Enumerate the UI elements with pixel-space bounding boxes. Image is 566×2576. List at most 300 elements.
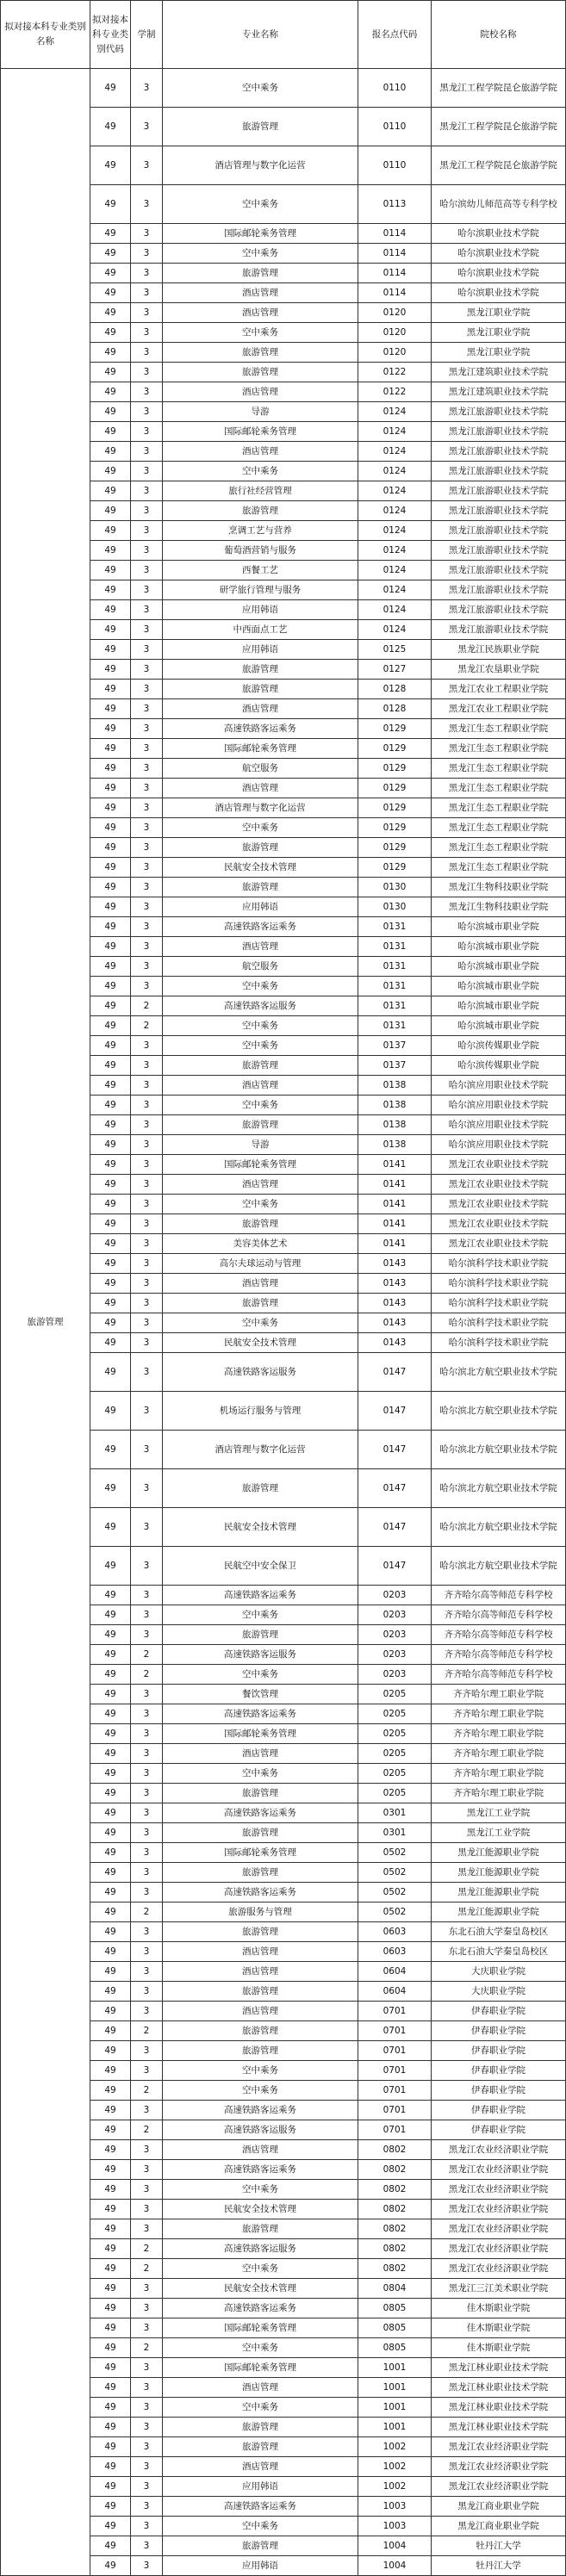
- code-cell: 49: [90, 798, 131, 818]
- code-cell: 49: [90, 244, 131, 264]
- site-cell: 0604: [358, 1982, 432, 2002]
- years-cell: 3: [131, 363, 163, 382]
- years-cell: 3: [131, 185, 163, 224]
- major-cell: 民航安全技术管理: [163, 858, 358, 878]
- code-cell: 49: [90, 719, 131, 739]
- major-cell: 空中乘务: [163, 2081, 358, 2101]
- major-cell: 研学旅行管理与服务: [163, 580, 358, 600]
- school-cell: 伊春职业学院: [432, 2021, 566, 2041]
- years-cell: 2: [131, 2081, 163, 2101]
- major-cell: 空中乘务: [163, 323, 358, 343]
- code-cell: 49: [90, 2279, 131, 2299]
- major-cell: 酒店管理: [163, 283, 358, 303]
- site-cell: 1002: [358, 2477, 432, 2497]
- school-cell: 黑龙江生态工程职业学院: [432, 739, 566, 759]
- major-cell: 航空服务: [163, 759, 358, 779]
- years-cell: 3: [131, 2418, 163, 2437]
- site-cell: 0203: [358, 1625, 432, 1645]
- code-cell: 49: [90, 541, 131, 561]
- site-cell: 0131: [358, 917, 432, 937]
- site-cell: 0603: [358, 1942, 432, 1962]
- years-cell: 3: [131, 1922, 163, 1942]
- major-cell: 空中乘务: [163, 2180, 358, 2200]
- site-cell: 0805: [358, 2318, 432, 2338]
- major-cell: 西餐工艺: [163, 561, 358, 580]
- years-cell: 3: [131, 382, 163, 402]
- major-cell: 国际邮轮乘务管理: [163, 739, 358, 759]
- school-cell: 黑龙江旅游职业技术学院: [432, 620, 566, 640]
- years-cell: 3: [131, 108, 163, 146]
- years-cell: 3: [131, 1431, 163, 1469]
- years-cell: 2: [131, 2021, 163, 2041]
- years-cell: 3: [131, 2477, 163, 2497]
- site-cell: 0203: [358, 1605, 432, 1625]
- major-cell: 旅游管理: [163, 660, 358, 680]
- site-cell: 0805: [358, 2338, 432, 2358]
- school-cell: 黑龙江工程学院昆仑旅游学院: [432, 146, 566, 185]
- site-cell: 0802: [358, 2259, 432, 2279]
- site-cell: 0203: [358, 1586, 432, 1605]
- code-cell: 49: [90, 1605, 131, 1625]
- code-cell: 49: [90, 1016, 131, 1036]
- category-cell: 旅游管理: [1, 69, 90, 2576]
- school-cell: 齐齐哈尔理工职业学院: [432, 1704, 566, 1724]
- major-cell: 旅游管理: [163, 1823, 358, 1843]
- code-cell: 49: [90, 1135, 131, 1155]
- years-cell: 3: [131, 1056, 163, 1076]
- site-cell: 0143: [358, 1274, 432, 1294]
- years-cell: 3: [131, 1175, 163, 1195]
- school-cell: 齐齐哈尔高等师范专科学校: [432, 1665, 566, 1685]
- table-row: [1, 69, 566, 108]
- school-cell: 黑龙江能源职业学院: [432, 1863, 566, 1883]
- years-cell: 2: [131, 996, 163, 1016]
- code-cell: 49: [90, 1333, 131, 1353]
- code-cell: 49: [90, 2457, 131, 2477]
- years-cell: 3: [131, 2517, 163, 2536]
- years-cell: 3: [131, 1392, 163, 1431]
- code-cell: 49: [90, 937, 131, 957]
- major-cell: 旅游管理: [163, 680, 358, 699]
- major-cell: 空中乘务: [163, 1764, 358, 1784]
- major-cell: 酒店管理: [163, 303, 358, 323]
- code-cell: 49: [90, 2140, 131, 2160]
- years-cell: 3: [131, 878, 163, 897]
- site-cell: 0131: [358, 937, 432, 957]
- code-cell: 49: [90, 2358, 131, 2378]
- years-cell: 3: [131, 1254, 163, 1274]
- site-cell: 0129: [358, 739, 432, 759]
- code-cell: 49: [90, 759, 131, 779]
- school-cell: 黑龙江农业职业技术学院: [432, 1234, 566, 1254]
- school-cell: 齐齐哈尔高等师范专科学校: [432, 1605, 566, 1625]
- years-cell: 3: [131, 1115, 163, 1135]
- code-cell: 49: [90, 1665, 131, 1685]
- code-cell: 49: [90, 1469, 131, 1508]
- school-cell: 黑龙江职业学院: [432, 343, 566, 363]
- code-cell: 49: [90, 2219, 131, 2239]
- code-cell: 49: [90, 2081, 131, 2101]
- major-cell: 旅游管理: [163, 1294, 358, 1313]
- site-cell: 0802: [358, 2239, 432, 2259]
- major-cell: 旅游管理: [163, 1056, 358, 1076]
- years-cell: 3: [131, 937, 163, 957]
- major-cell: 烹调工艺与营养: [163, 521, 358, 541]
- school-cell: 黑龙江旅游职业技术学院: [432, 501, 566, 521]
- code-cell: 49: [90, 1982, 131, 2002]
- major-cell: 旅游管理: [163, 878, 358, 897]
- major-cell: 酒店管理与数字化运营: [163, 146, 358, 185]
- years-cell: 3: [131, 1353, 163, 1392]
- code-cell: 49: [90, 1704, 131, 1724]
- school-cell: 黑龙江农业经济职业学院: [432, 2457, 566, 2477]
- school-cell: 黑龙江旅游职业技术学院: [432, 580, 566, 600]
- years-cell: 2: [131, 1016, 163, 1036]
- school-cell: 伊春职业学院: [432, 2041, 566, 2061]
- years-cell: 3: [131, 402, 163, 422]
- school-cell: 黑龙江生态工程职业学院: [432, 798, 566, 818]
- years-cell: 3: [131, 2180, 163, 2200]
- code-cell: 49: [90, 1903, 131, 1922]
- code-cell: 49: [90, 1195, 131, 1214]
- code-cell: 49: [90, 838, 131, 858]
- site-cell: 0701: [358, 2120, 432, 2140]
- years-cell: 2: [131, 1665, 163, 1685]
- code-cell: 49: [90, 1685, 131, 1704]
- major-cell: 旅游管理: [163, 1863, 358, 1883]
- major-cell: 空中乘务: [163, 1036, 358, 1056]
- years-cell: 3: [131, 2219, 163, 2239]
- site-cell: 0128: [358, 699, 432, 719]
- school-cell: 哈尔滨应用职业技术学院: [432, 1096, 566, 1115]
- major-cell: 国际邮轮乘务管理: [163, 2358, 358, 2378]
- years-cell: 3: [131, 719, 163, 739]
- code-cell: 49: [90, 1353, 131, 1392]
- site-cell: 0131: [358, 996, 432, 1016]
- years-cell: 3: [131, 1724, 163, 1744]
- code-cell: 49: [90, 957, 131, 977]
- site-cell: 0205: [358, 1685, 432, 1704]
- years-cell: 3: [131, 1508, 163, 1547]
- major-cell: 美容美体艺术: [163, 1234, 358, 1254]
- site-cell: 0141: [358, 1175, 432, 1195]
- site-cell: 0802: [358, 2140, 432, 2160]
- code-cell: 49: [90, 1724, 131, 1744]
- code-cell: 49: [90, 699, 131, 719]
- school-cell: 黑龙江建筑职业技术学院: [432, 363, 566, 382]
- header-school: 院校名称: [432, 1, 566, 69]
- site-cell: 0203: [358, 1665, 432, 1685]
- site-cell: 0124: [358, 521, 432, 541]
- code-cell: 49: [90, 818, 131, 838]
- site-cell: 0130: [358, 878, 432, 897]
- code-cell: 49: [90, 108, 131, 146]
- years-cell: 3: [131, 600, 163, 620]
- site-cell: 0138: [358, 1096, 432, 1115]
- years-cell: 3: [131, 2140, 163, 2160]
- school-cell: 黑龙江林业职业技术学院: [432, 2378, 566, 2398]
- major-cell: 空中乘务: [163, 2398, 358, 2418]
- code-cell: 49: [90, 977, 131, 996]
- years-cell: 3: [131, 779, 163, 798]
- years-cell: 3: [131, 818, 163, 838]
- school-cell: 齐齐哈尔理工职业学院: [432, 1724, 566, 1744]
- major-cell: 高速铁路客运服务: [163, 2239, 358, 2259]
- years-cell: 3: [131, 858, 163, 878]
- school-cell: 哈尔滨城市职业学院: [432, 1016, 566, 1036]
- header-major: 专业名称: [163, 1, 358, 69]
- years-cell: 3: [131, 1605, 163, 1625]
- school-cell: 哈尔滨北方航空职业技术学院: [432, 1392, 566, 1431]
- code-cell: 49: [90, 1784, 131, 1803]
- major-cell: 酒店管理: [163, 937, 358, 957]
- code-cell: 49: [90, 1625, 131, 1645]
- school-cell: 伊春职业学院: [432, 2002, 566, 2021]
- school-cell: 伊春职业学院: [432, 2081, 566, 2101]
- major-cell: 酒店管理: [163, 2378, 358, 2398]
- major-cell: 酒店管理: [163, 442, 358, 462]
- header-code: 拟对接本科专业类别代码: [90, 1, 131, 69]
- years-cell: 3: [131, 1155, 163, 1175]
- school-cell: 齐齐哈尔高等师范专科学校: [432, 1586, 566, 1605]
- code-cell: 49: [90, 1843, 131, 1863]
- years-cell: 3: [131, 2002, 163, 2021]
- years-cell: 3: [131, 739, 163, 759]
- years-cell: 3: [131, 897, 163, 917]
- school-cell: 佳木斯职业学院: [432, 2318, 566, 2338]
- school-cell: 黑龙江农业职业技术学院: [432, 1214, 566, 1234]
- site-cell: 0137: [358, 1056, 432, 1076]
- school-cell: 佳木斯职业学院: [432, 2299, 566, 2318]
- school-cell: 哈尔滨应用职业技术学院: [432, 1115, 566, 1135]
- major-cell: 旅游管理: [163, 2437, 358, 2457]
- major-cell: 高速铁路客运乘务: [163, 719, 358, 739]
- major-cell: 酒店管理: [163, 1962, 358, 1982]
- school-cell: 东北石油大学秦皇岛校区: [432, 1922, 566, 1942]
- years-cell: 3: [131, 1962, 163, 1982]
- years-cell: 3: [131, 759, 163, 779]
- school-cell: 伊春职业学院: [432, 2120, 566, 2140]
- site-cell: 0147: [358, 1508, 432, 1547]
- years-cell: 3: [131, 146, 163, 185]
- years-cell: 2: [131, 2259, 163, 2279]
- major-cell: 旅游管理: [163, 343, 358, 363]
- years-cell: 3: [131, 1823, 163, 1843]
- years-cell: 3: [131, 2556, 163, 2576]
- code-cell: 49: [90, 402, 131, 422]
- major-cell: 高速铁路客运乘务: [163, 1803, 358, 1823]
- site-cell: 0127: [358, 660, 432, 680]
- code-cell: 49: [90, 1764, 131, 1784]
- site-cell: 0128: [358, 680, 432, 699]
- site-cell: 0114: [358, 224, 432, 244]
- code-cell: 49: [90, 1234, 131, 1254]
- site-cell: 0141: [358, 1195, 432, 1214]
- site-cell: 0122: [358, 382, 432, 402]
- school-cell: 黑龙江林业职业技术学院: [432, 2398, 566, 2418]
- site-cell: 0701: [358, 2021, 432, 2041]
- major-cell: 民航安全技术管理: [163, 1508, 358, 1547]
- code-cell: 49: [90, 878, 131, 897]
- school-cell: 黑龙江生态工程职业学院: [432, 779, 566, 798]
- site-cell: 0120: [358, 323, 432, 343]
- school-cell: 黑龙江农业经济职业学院: [432, 2200, 566, 2219]
- major-cell: 高速铁路客运乘务: [163, 1586, 358, 1605]
- site-cell: 0205: [358, 1704, 432, 1724]
- site-cell: 0141: [358, 1155, 432, 1175]
- code-cell: 49: [90, 2437, 131, 2457]
- school-cell: 齐齐哈尔理工职业学院: [432, 1685, 566, 1704]
- school-cell: 黑龙江农业经济职业学院: [432, 2180, 566, 2200]
- major-cell: 旅游管理: [163, 2536, 358, 2556]
- site-cell: 0701: [358, 2081, 432, 2101]
- major-cell: 航空服务: [163, 957, 358, 977]
- major-cell: 高尔夫球运动与管理: [163, 1254, 358, 1274]
- site-cell: 0130: [358, 897, 432, 917]
- years-cell: 3: [131, 2200, 163, 2219]
- code-cell: 49: [90, 1962, 131, 1982]
- school-cell: 哈尔滨北方航空职业技术学院: [432, 1431, 566, 1469]
- major-cell: 旅游管理: [163, 2041, 358, 2061]
- code-cell: 49: [90, 442, 131, 462]
- years-cell: 3: [131, 561, 163, 580]
- major-cell: 空中乘务: [163, 2338, 358, 2358]
- table-header: [1, 1, 566, 69]
- site-cell: 1001: [358, 2418, 432, 2437]
- site-cell: 0137: [358, 1036, 432, 1056]
- school-cell: 黑龙江农业经济职业学院: [432, 2219, 566, 2239]
- school-cell: 哈尔滨城市职业学院: [432, 937, 566, 957]
- table-body: [1, 69, 566, 2576]
- school-cell: 哈尔滨职业技术学院: [432, 244, 566, 264]
- site-cell: 0129: [358, 858, 432, 878]
- school-cell: 黑龙江职业学院: [432, 323, 566, 343]
- years-cell: 3: [131, 1214, 163, 1234]
- years-cell: 3: [131, 244, 163, 264]
- years-cell: 3: [131, 917, 163, 937]
- years-cell: 3: [131, 2318, 163, 2338]
- code-cell: 49: [90, 1645, 131, 1665]
- major-cell: 民航安全技术管理: [163, 2279, 358, 2299]
- code-cell: 49: [90, 1863, 131, 1883]
- school-cell: 哈尔滨应用职业技术学院: [432, 1135, 566, 1155]
- code-cell: 49: [90, 303, 131, 323]
- school-cell: 黑龙江农业经济职业学院: [432, 2140, 566, 2160]
- major-cell: 高速铁路客运乘务: [163, 1704, 358, 1724]
- major-cell: 旅游管理: [163, 1469, 358, 1508]
- site-cell: 0110: [358, 108, 432, 146]
- site-cell: 0802: [358, 2219, 432, 2239]
- site-cell: 0110: [358, 69, 432, 108]
- code-cell: 49: [90, 382, 131, 402]
- site-cell: 0138: [358, 1135, 432, 1155]
- site-cell: 0114: [358, 283, 432, 303]
- code-cell: 49: [90, 680, 131, 699]
- school-cell: 齐齐哈尔高等师范专科学校: [432, 1625, 566, 1645]
- code-cell: 49: [90, 1431, 131, 1469]
- school-cell: 黑龙江生态工程职业学院: [432, 759, 566, 779]
- major-cell: 应用韩语: [163, 640, 358, 660]
- site-cell: 0205: [358, 1764, 432, 1784]
- major-cell: 机场运行服务与管理: [163, 1392, 358, 1431]
- years-cell: 2: [131, 1903, 163, 1922]
- site-cell: 0129: [358, 838, 432, 858]
- school-cell: 黑龙江三江美术职业学院: [432, 2279, 566, 2299]
- major-cell: 国际邮轮乘务管理: [163, 224, 358, 244]
- years-cell: 2: [131, 1645, 163, 1665]
- code-cell: 49: [90, 1547, 131, 1586]
- major-cell: 民航安全技术管理: [163, 2200, 358, 2219]
- school-cell: 黑龙江生态工程职业学院: [432, 818, 566, 838]
- code-cell: 49: [90, 2556, 131, 2576]
- code-cell: 49: [90, 1803, 131, 1823]
- school-cell: 哈尔滨职业技术学院: [432, 283, 566, 303]
- code-cell: 49: [90, 1313, 131, 1333]
- school-cell: 黑龙江旅游职业技术学院: [432, 561, 566, 580]
- years-cell: 3: [131, 1076, 163, 1096]
- code-cell: 49: [90, 146, 131, 185]
- major-cell: 应用韩语: [163, 897, 358, 917]
- code-cell: 49: [90, 2318, 131, 2338]
- years-cell: 3: [131, 2536, 163, 2556]
- school-cell: 哈尔滨科学技术职业学院: [432, 1313, 566, 1333]
- site-cell: 0120: [358, 303, 432, 323]
- major-cell: 酒店管理: [163, 1175, 358, 1195]
- school-cell: 哈尔滨幼儿师范高等专科学校: [432, 185, 566, 224]
- years-cell: 3: [131, 2061, 163, 2081]
- site-cell: 1004: [358, 2536, 432, 2556]
- major-cell: 高速铁路客运服务: [163, 2120, 358, 2140]
- school-cell: 黑龙江生态工程职业学院: [432, 719, 566, 739]
- site-cell: 0805: [358, 2299, 432, 2318]
- site-cell: 0143: [358, 1254, 432, 1274]
- code-cell: 49: [90, 1175, 131, 1195]
- code-cell: 49: [90, 1586, 131, 1605]
- code-cell: 49: [90, 2160, 131, 2180]
- school-cell: 哈尔滨传媒职业学院: [432, 1056, 566, 1076]
- years-cell: 3: [131, 660, 163, 680]
- major-cell: 旅游管理: [163, 264, 358, 283]
- major-cell: 高速铁路客运服务: [163, 1645, 358, 1665]
- code-cell: 49: [90, 1392, 131, 1431]
- site-cell: 0131: [358, 1016, 432, 1036]
- major-cell: 旅游管理: [163, 2418, 358, 2437]
- school-cell: 黑龙江农业职业技术学院: [432, 1175, 566, 1195]
- major-cell: 民航空中安全保卫: [163, 1547, 358, 1586]
- school-cell: 大庆职业学院: [432, 1962, 566, 1982]
- code-cell: 49: [90, 481, 131, 501]
- school-cell: 哈尔滨城市职业学院: [432, 977, 566, 996]
- major-cell: 空中乘务: [163, 1665, 358, 1685]
- years-cell: 3: [131, 422, 163, 442]
- site-cell: 0129: [358, 818, 432, 838]
- school-cell: 哈尔滨科学技术职业学院: [432, 1294, 566, 1313]
- major-cell: 空中乘务: [163, 2517, 358, 2536]
- major-cell: 空中乘务: [163, 185, 358, 224]
- years-cell: 3: [131, 977, 163, 996]
- code-cell: 49: [90, 858, 131, 878]
- code-cell: 49: [90, 600, 131, 620]
- years-cell: 3: [131, 481, 163, 501]
- code-cell: 49: [90, 2061, 131, 2081]
- years-cell: 3: [131, 1764, 163, 1784]
- school-cell: 伊春职业学院: [432, 2061, 566, 2081]
- school-cell: 黑龙江农业经济职业学院: [432, 2239, 566, 2259]
- code-cell: 49: [90, 739, 131, 759]
- major-cell: 民航安全技术管理: [163, 1333, 358, 1353]
- code-cell: 49: [90, 1942, 131, 1962]
- major-cell: 旅游管理: [163, 838, 358, 858]
